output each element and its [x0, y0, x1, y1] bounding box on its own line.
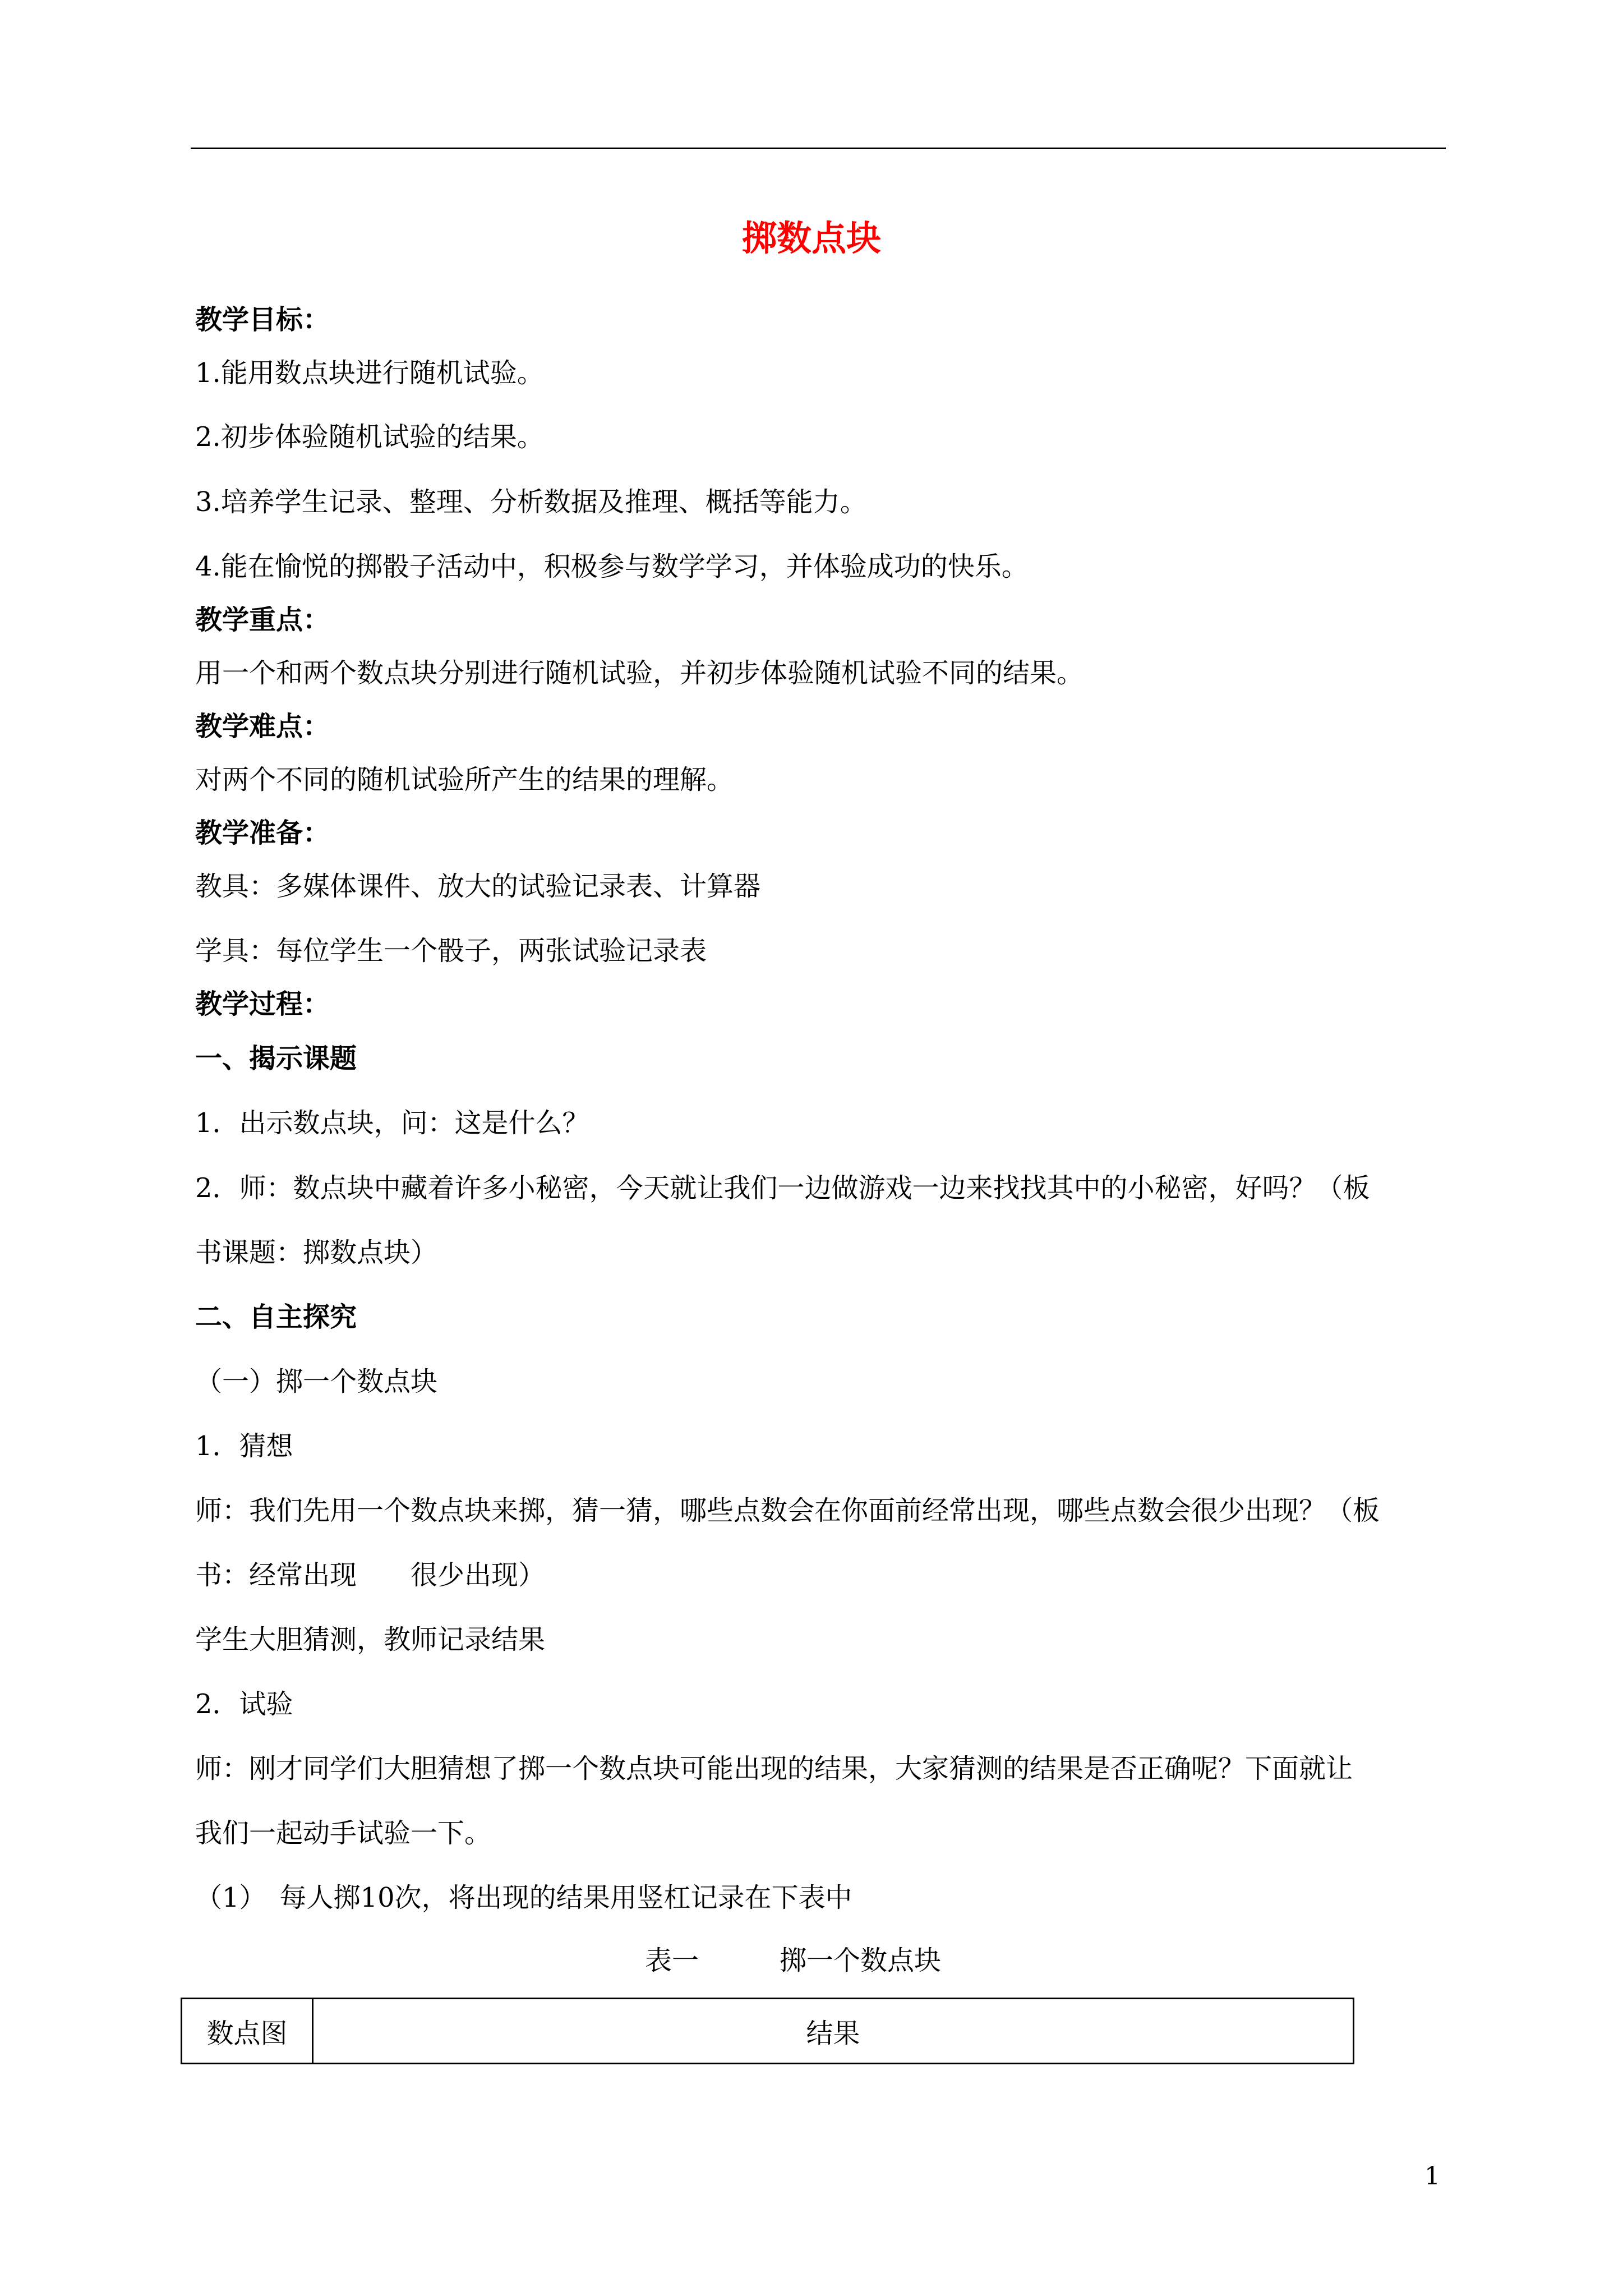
record-table [181, 1998, 1354, 2064]
table-header-result: 结果 [806, 2018, 860, 2049]
table-header-dots: 数点图 [182, 1999, 313, 2063]
text-line: 学生大胆猜测，教师记录结果 [195, 1624, 546, 1655]
text-line: 书课题：掷数点块） [195, 1237, 438, 1268]
text-line: 书：经常出现 很少出现） [195, 1559, 546, 1591]
text-line: 教具：多媒体课件、放大的试验记录表、计算器 [195, 871, 761, 902]
text-line: （一）掷一个数点块 [195, 1366, 438, 1397]
text-line: 学具：每位学生一个骰子，两张试验记录表 [195, 935, 707, 967]
page-number: 1 [1424, 2162, 1440, 2191]
text-line: 2．试验 [195, 1688, 293, 1720]
text-line: （1） 每人掷10次，将出现的结果用竖杠记录在下表中 [195, 1882, 852, 1913]
text-line: 我们一起动手试验一下。 [195, 1818, 492, 1849]
document-title: 掷数点块 [741, 218, 881, 259]
text-line: 2．师：数点块中藏着许多小秘密，今天就让我们一边做游戏一边来找找其中的小秘密，好吗？（板 [195, 1172, 1370, 1204]
text-line: 一、揭示课题 [195, 1043, 357, 1074]
text-line: 2.初步体验随机试验的结果。 [195, 421, 544, 453]
text-line: 教学重点： [195, 604, 330, 636]
text-line: 师：我们先用一个数点块来掷，猜一猜，哪些点数会在你面前经常出现，哪些点数会很少出现？（板 [195, 1495, 1380, 1526]
header-rule [191, 148, 1446, 149]
text-line: 1．出示数点块，问：这是什么？ [195, 1107, 589, 1139]
text-line: 教学难点： [195, 711, 330, 742]
text-line: 1.能用数点块进行随机试验。 [195, 357, 544, 389]
table-caption: 表一 掷一个数点块 [645, 1945, 942, 1976]
text-line: 3.培养学生记录、整理、分析数据及推理、概括等能力。 [195, 486, 867, 518]
text-line: 师：刚才同学们大胆猜想了掷一个数点块可能出现的结果，大家猜测的结果是否正确呢？下面就让 [195, 1753, 1353, 1784]
text-line: 用一个和两个数点块分别进行随机试验，并初步体验随机试验不同的结果。 [195, 657, 1084, 689]
text-line: 二、自主探究 [195, 1301, 357, 1333]
text-line: 教学过程： [195, 988, 330, 1020]
text-line: 对两个不同的随机试验所产生的结果的理解。 [195, 764, 734, 795]
text-line: 教学目标： [195, 304, 330, 335]
text-line: 教学准备： [195, 817, 330, 849]
text-line: 1．猜想 [195, 1430, 293, 1462]
text-line: 4.能在愉悦的掷骰子活动中，积极参与数学学习，并体验成功的快乐。 [195, 551, 1029, 582]
